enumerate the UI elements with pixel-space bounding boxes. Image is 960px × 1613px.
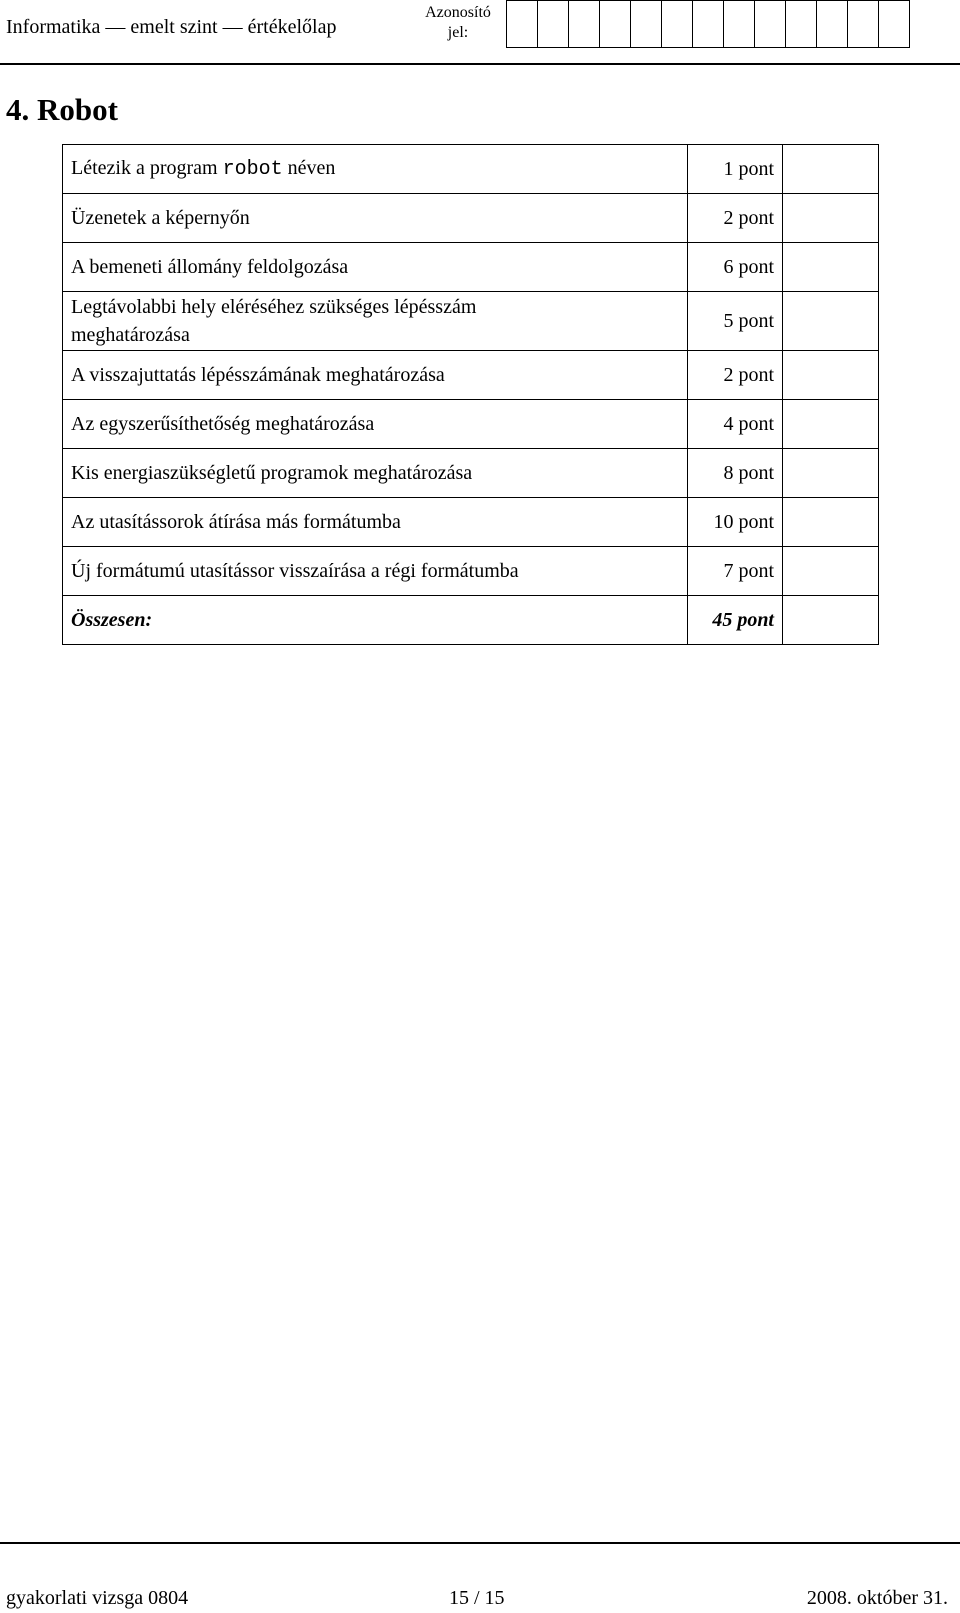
- criterion-points: 2 pont: [688, 194, 783, 243]
- id-digit-box[interactable]: [568, 0, 600, 48]
- criterion-label: Üzenetek a képernyőn: [63, 194, 688, 243]
- page-header: [0, 0, 960, 66]
- footer-page-number: 15 / 15: [449, 1587, 505, 1609]
- score-row: [63, 498, 879, 547]
- id-label: [418, 3, 498, 43]
- id-digit-box[interactable]: [847, 0, 879, 48]
- awarded-points-cell[interactable]: [783, 194, 879, 243]
- criterion-label-line2: meghatározása: [71, 324, 190, 346]
- criterion-suffix: néven: [282, 157, 336, 179]
- criterion-label: Új formátumú utasítássor visszaírása a régi formátumba: [63, 547, 688, 596]
- footer-exam-name: gyakorlati vizsga 0804: [6, 1587, 189, 1609]
- awarded-points-cell[interactable]: [783, 243, 879, 292]
- awarded-points-cell[interactable]: [783, 498, 879, 547]
- criterion-points: 2 pont: [688, 351, 783, 400]
- criterion-points: 10 pont: [688, 498, 783, 547]
- id-label-line2: jel:: [447, 24, 469, 41]
- id-label-line1: Azonosító: [425, 4, 491, 21]
- criterion-points: 4 pont: [688, 400, 783, 449]
- header-rule: [0, 63, 960, 65]
- criterion-points: 7 pont: [688, 547, 783, 596]
- id-digit-box[interactable]: [661, 0, 693, 48]
- id-digit-box[interactable]: [630, 0, 662, 48]
- id-digit-box[interactable]: [878, 0, 910, 48]
- id-digit-box[interactable]: [816, 0, 848, 48]
- total-points: 45 pont: [688, 596, 783, 645]
- criterion-points: 5 pont: [688, 292, 783, 351]
- score-row: [63, 400, 879, 449]
- id-digit-box[interactable]: [754, 0, 786, 48]
- score-row: [63, 547, 879, 596]
- awarded-points-cell[interactable]: [783, 400, 879, 449]
- program-name-code: robot: [222, 158, 283, 181]
- id-digit-box[interactable]: [692, 0, 724, 48]
- total-row: [63, 596, 879, 645]
- score-row: [63, 194, 879, 243]
- criterion-label: [63, 145, 688, 194]
- score-row: [63, 145, 879, 194]
- score-row: [63, 243, 879, 292]
- awarded-points-cell[interactable]: [783, 449, 879, 498]
- id-digit-box[interactable]: [506, 0, 538, 48]
- id-digit-box[interactable]: [599, 0, 631, 48]
- criterion-points: 6 pont: [688, 243, 783, 292]
- criterion-label: [63, 292, 688, 351]
- criterion-label: Kis energiaszükségletű programok meghatározása: [63, 449, 688, 498]
- criterion-label-line1: Legtávolabbi hely eléréséhez szükséges lépésszám: [71, 296, 477, 318]
- criterion-label: A bemeneti állomány feldolgozása: [63, 243, 688, 292]
- criterion-points: 1 pont: [688, 145, 783, 194]
- criterion-label: Az egyszerűsíthetőség meghatározása: [63, 400, 688, 449]
- footer-rule: [0, 1542, 960, 1544]
- criterion-points: 8 pont: [688, 449, 783, 498]
- id-digit-box[interactable]: [723, 0, 755, 48]
- score-table: [62, 144, 879, 645]
- awarded-points-cell[interactable]: [783, 351, 879, 400]
- total-label: Összesen:: [63, 596, 688, 645]
- id-digit-box[interactable]: [785, 0, 817, 48]
- criterion-prefix: Létezik a program: [71, 157, 223, 179]
- score-row: [63, 449, 879, 498]
- section-heading: 4. Robot: [6, 92, 118, 127]
- score-row: [63, 292, 879, 351]
- awarded-points-cell[interactable]: [783, 292, 879, 351]
- awarded-points-cell[interactable]: [783, 547, 879, 596]
- id-boxes: [506, 0, 909, 50]
- criterion-label: A visszajuttatás lépésszámának meghatározása: [63, 351, 688, 400]
- total-awarded-cell[interactable]: [783, 596, 879, 645]
- footer-date: 2008. október 31.: [806, 1587, 948, 1609]
- score-row: [63, 351, 879, 400]
- header-title: Informatika — emelt szint — értékelőlap: [6, 16, 337, 38]
- awarded-points-cell[interactable]: [783, 145, 879, 194]
- criterion-label: Az utasítássorok átírása más formátumba: [63, 498, 688, 547]
- id-digit-box[interactable]: [537, 0, 569, 48]
